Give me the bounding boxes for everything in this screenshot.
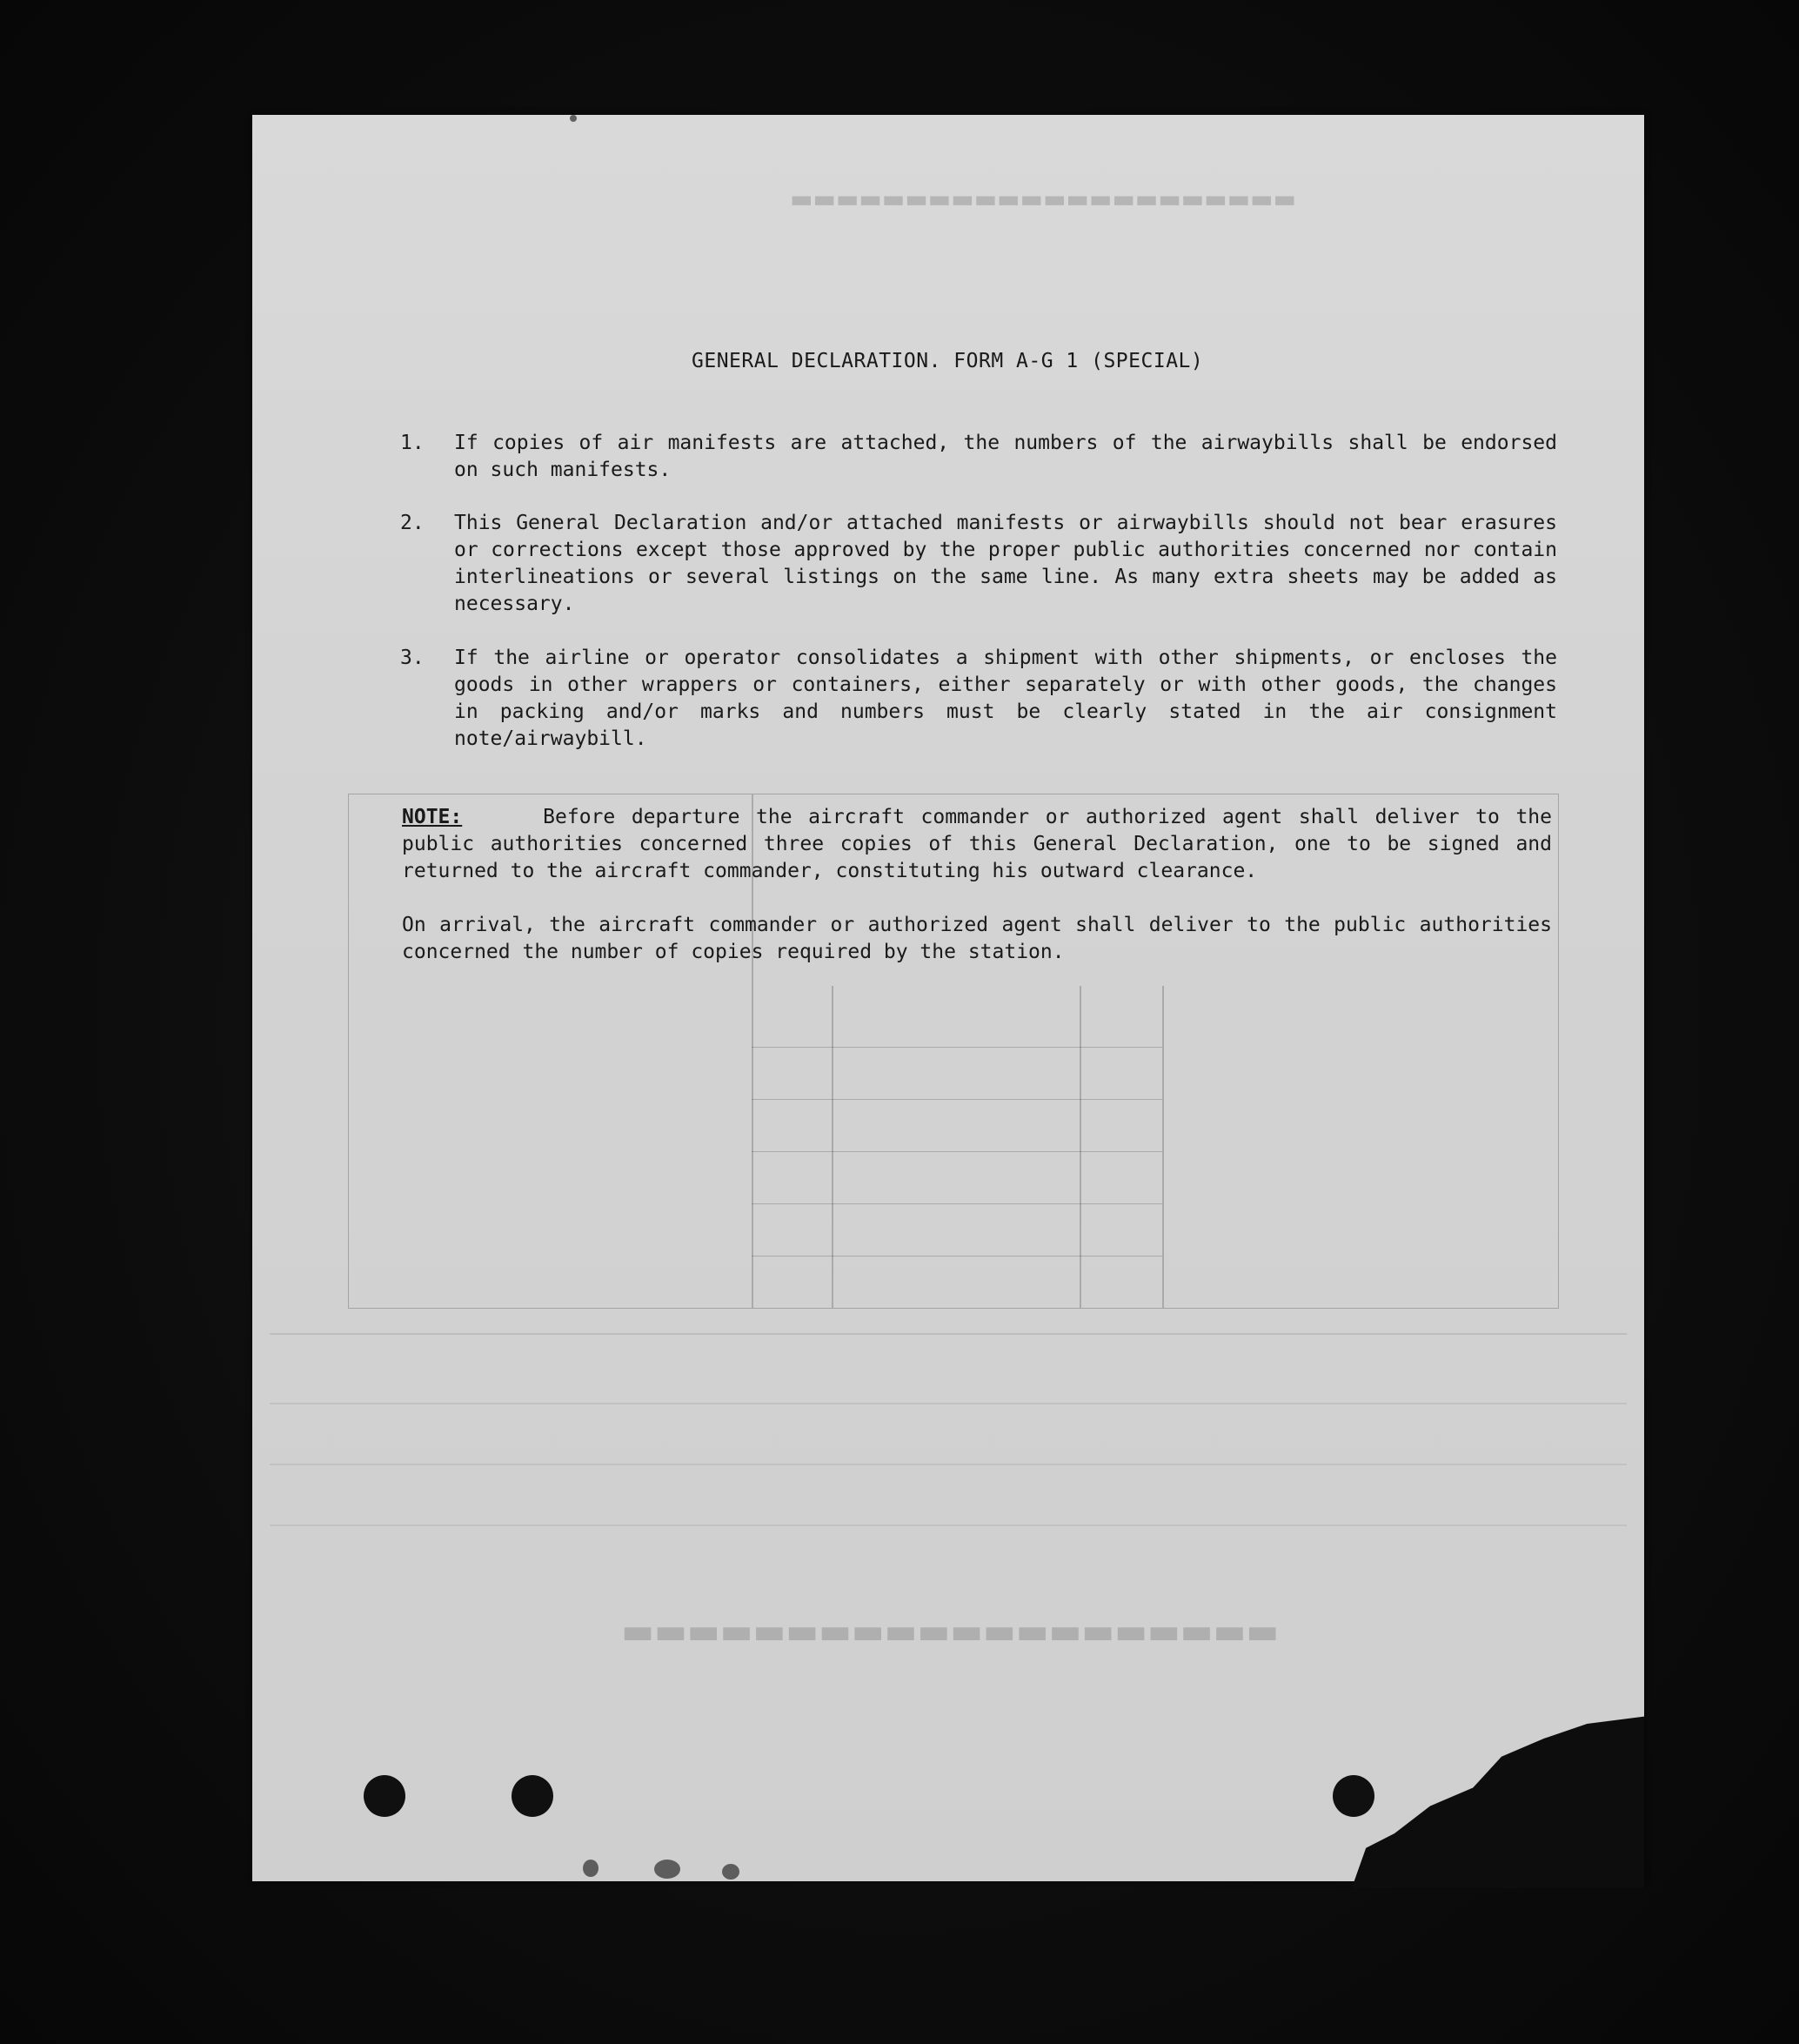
page-mark xyxy=(570,115,577,122)
bleed-through-column-rule xyxy=(1162,986,1164,1308)
bleed-through-column-rule xyxy=(832,986,833,1308)
bleed-through-row-rule xyxy=(752,1256,1162,1257)
document-title: GENERAL DECLARATION. FORM A-G 1 (SPECIAL) xyxy=(692,350,1204,372)
instruction-number: 3. xyxy=(400,647,425,669)
bleed-through-header: ▬▬▬▬▬▬▬▬▬▬▬▬▬▬▬▬▬▬▬▬▬▬ xyxy=(789,184,1296,213)
instruction-text: If copies of air manifests are attached, the numbers of the airwaybills shall be endorsed on such manifests. xyxy=(454,432,1557,481)
bleed-through-heading: ▬▬▬▬▬▬▬▬▬▬▬▬▬▬▬▬▬▬▬▬ xyxy=(621,1612,1279,1652)
instruction-text: This General Declaration and/or attached manifests or airwaybills should not bear erasures or corrections except those approved by the proper public authorities concerned nor contain interlineations or several listings on the same line. As many extra sheets may be added as necessary. xyxy=(454,512,1557,615)
instruction-text: If the airline or operator consolidates a shipment with other shipments, or encloses the goods in other wrappers or containers, either separately or with other goods, the changes in packing and/or marks and numbers must be clearly stated in the air consignment note/airwaybill. xyxy=(454,647,1557,750)
instruction-number: 2. xyxy=(400,512,425,534)
bleed-through-row-rule xyxy=(752,1047,1162,1048)
bleed-through-row-rule xyxy=(752,1203,1162,1204)
note-text: Before departure the aircraft commander or authorized agent shall deliver to the public authorities concerned three copies of this General Declaration, one to be signed and returned to the aircraft commander, constituting his outward clearance. xyxy=(402,806,1552,882)
paper-sheet xyxy=(252,115,1644,1881)
punch-hole xyxy=(1333,1775,1374,1817)
bleed-through-row-rule xyxy=(752,1151,1162,1152)
paper-damage xyxy=(583,1860,599,1877)
paper-damage xyxy=(654,1860,680,1879)
paper-damage xyxy=(722,1864,739,1880)
punch-hole xyxy=(364,1775,405,1817)
note-section xyxy=(402,804,1552,993)
bleed-through-column-rule xyxy=(1080,986,1081,1308)
note-label: NOTE: xyxy=(402,806,463,828)
note-paragraph: On arrival, the aircraft commander or authorized agent shall deliver to the public authorities concerned the number of copies required by the station. xyxy=(402,914,1552,963)
punch-hole xyxy=(512,1775,553,1817)
instruction-number: 1. xyxy=(400,432,425,454)
bleed-through-row-rule xyxy=(752,1099,1162,1100)
declaration-instructions xyxy=(252,115,1644,1881)
note-paragraph xyxy=(402,804,1552,885)
